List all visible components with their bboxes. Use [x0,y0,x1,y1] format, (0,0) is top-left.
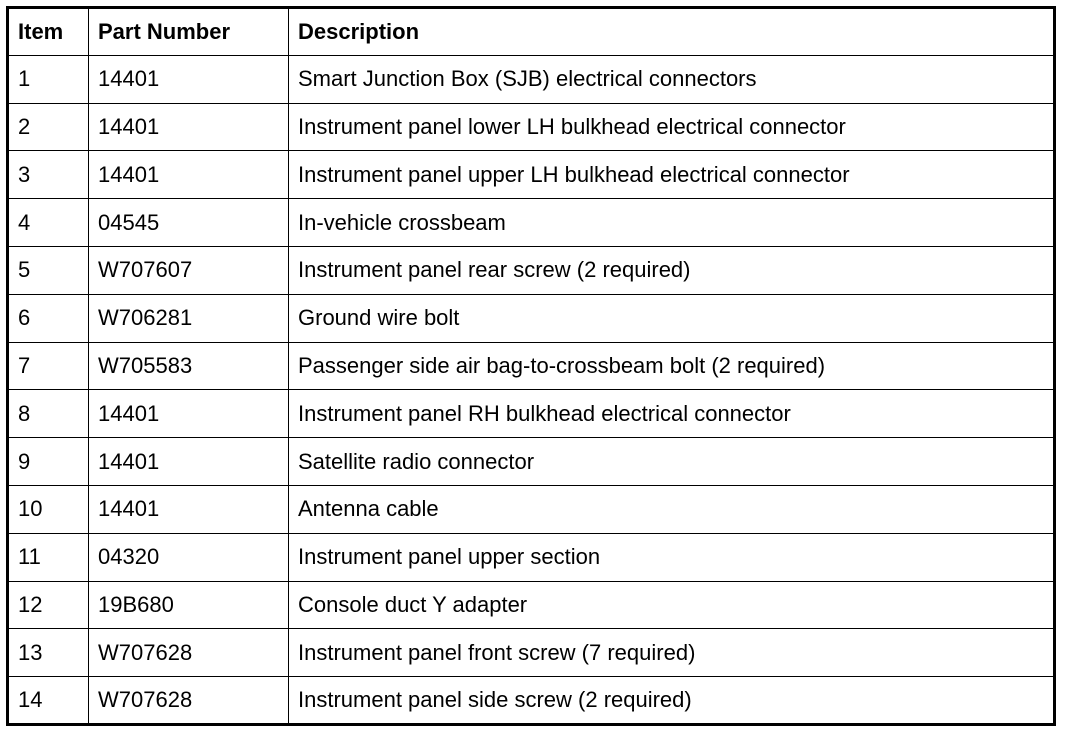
table-row [8,342,1055,390]
cell-description: Satellite radio connector [289,438,1055,486]
cell-description: Instrument panel upper section [289,533,1055,581]
cell-item: 10 [8,485,89,533]
table-row [8,581,1055,629]
cell-part-number: 14401 [89,103,289,151]
cell-description: Passenger side air bag-to-crossbeam bolt (2 required) [289,342,1055,390]
parts-table [6,6,1056,726]
table-row [8,55,1055,103]
cell-part-number: W705583 [89,342,289,390]
table-row [8,246,1055,294]
cell-item: 14 [8,677,89,725]
cell-item: 1 [8,55,89,103]
cell-part-number: 14401 [89,151,289,199]
header-description: Description [289,8,1055,56]
cell-item: 13 [8,629,89,677]
table-row [8,151,1055,199]
cell-part-number: 19B680 [89,581,289,629]
table-row [8,485,1055,533]
cell-item: 7 [8,342,89,390]
header-row [8,8,1055,56]
table-row [8,294,1055,342]
table-row [8,533,1055,581]
cell-part-number: 04320 [89,533,289,581]
cell-description: Ground wire bolt [289,294,1055,342]
cell-item: 12 [8,581,89,629]
table-row [8,438,1055,486]
cell-description: Instrument panel RH bulkhead electrical connector [289,390,1055,438]
table-row [8,629,1055,677]
header-part-number: Part Number [89,8,289,56]
cell-part-number: 14401 [89,55,289,103]
cell-part-number: W706281 [89,294,289,342]
cell-item: 4 [8,199,89,247]
cell-description: Instrument panel rear screw (2 required) [289,246,1055,294]
cell-item: 11 [8,533,89,581]
cell-part-number: 14401 [89,390,289,438]
cell-description: Instrument panel lower LH bulkhead electrical connector [289,103,1055,151]
table-row [8,677,1055,725]
cell-description: Antenna cable [289,485,1055,533]
cell-part-number: 04545 [89,199,289,247]
table-row [8,103,1055,151]
cell-part-number: W707607 [89,246,289,294]
header-item: Item [8,8,89,56]
cell-description: Instrument panel upper LH bulkhead electrical connector [289,151,1055,199]
cell-item: 5 [8,246,89,294]
cell-description: Instrument panel front screw (7 required) [289,629,1055,677]
cell-item: 2 [8,103,89,151]
cell-part-number: 14401 [89,485,289,533]
cell-item: 9 [8,438,89,486]
cell-item: 3 [8,151,89,199]
cell-part-number: W707628 [89,677,289,725]
cell-item: 8 [8,390,89,438]
cell-part-number: W707628 [89,629,289,677]
table-row [8,199,1055,247]
cell-part-number: 14401 [89,438,289,486]
cell-description: Instrument panel side screw (2 required) [289,677,1055,725]
cell-description: Console duct Y adapter [289,581,1055,629]
cell-item: 6 [8,294,89,342]
cell-description: In-vehicle crossbeam [289,199,1055,247]
table-row [8,390,1055,438]
cell-description: Smart Junction Box (SJB) electrical connectors [289,55,1055,103]
